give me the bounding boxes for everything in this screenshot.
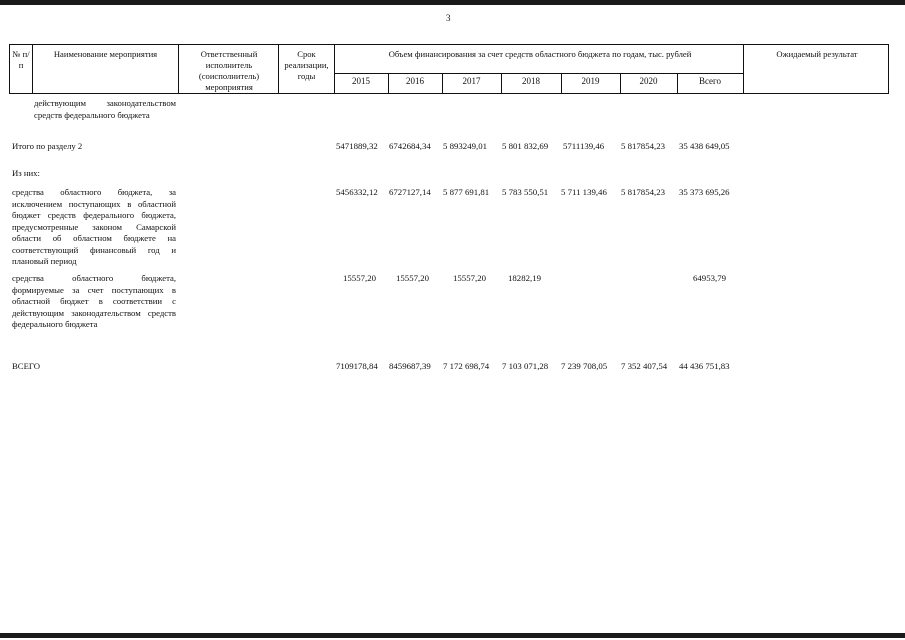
value-cell: 5 877 691,81 xyxy=(443,187,490,197)
row-label-of-which: Из них: xyxy=(12,168,40,178)
value-cell: 35 438 649,05 xyxy=(679,141,730,151)
value-cell: 5 783 550,51 xyxy=(502,187,549,197)
value-cell: 5 801 832,69 xyxy=(502,141,549,151)
value-cell: 6727127,14 xyxy=(389,187,431,197)
row-label-continuation: действующим законодательством средств федерального бюджета xyxy=(34,98,176,120)
value-cell: 5 817854,23 xyxy=(621,141,665,151)
col-divider xyxy=(178,45,179,93)
value-cell: 5456332,12 xyxy=(336,187,378,197)
value-cell: 7 352 407,54 xyxy=(621,361,668,371)
header-responsible: Ответственный исполнитель (соисполнитель) мероприятия xyxy=(198,49,260,92)
value-cell: 7 239 708,05 xyxy=(561,361,608,371)
value-cell: 15557,20 xyxy=(343,273,376,283)
value-cell: 5 893249,01 xyxy=(443,141,487,151)
value-cell: 44 436 751,83 xyxy=(679,361,730,371)
header-year: 2020 xyxy=(639,76,658,86)
col-divider xyxy=(743,45,744,93)
header-total: Всего xyxy=(698,76,722,86)
value-cell: 5471889,32 xyxy=(336,141,378,151)
header-year: 2018 xyxy=(522,76,540,86)
header-year: 2017 xyxy=(462,76,481,86)
row-label-regional-funds: средства областного бюджета, за исключением поступающих в областной бюджет средств федерального бюджета, предусмотренные законом Самарской области об областном бюджете на соответствующий финансовый год и плановый период xyxy=(12,187,176,266)
header-year: 2016 xyxy=(406,76,424,86)
value-cell: 64953,79 xyxy=(693,273,726,283)
value-cell: 5711139,46 xyxy=(563,141,605,151)
col-divider xyxy=(278,45,279,93)
header-num: № п/п xyxy=(12,49,30,70)
value-cell: 5 711 139,46 xyxy=(561,187,607,197)
row-label-grand-total: ВСЕГО xyxy=(12,361,40,371)
value-cell: 35 373 695,26 xyxy=(679,187,730,197)
value-cell: 8459687,39 xyxy=(389,361,431,371)
header-name: Наименование мероприятия xyxy=(53,49,158,59)
header-year: 2015 xyxy=(352,76,370,86)
bottom-border xyxy=(0,633,905,638)
col-divider xyxy=(32,45,33,93)
row-label-federal-funds: средства областного бюджета, формируемые за счет поступающих в областной бюджет в соответствии с действующим законодательством средств федерального бюджета xyxy=(12,273,176,329)
row-label-subtotal: Итого по разделу 2 xyxy=(12,141,83,151)
table-header xyxy=(9,44,889,94)
value-cell: 15557,20 xyxy=(396,273,429,283)
value-cell: 5 817854,23 xyxy=(621,187,665,197)
page-number: 3 xyxy=(446,13,451,23)
value-cell: 15557,20 xyxy=(453,273,486,283)
value-cell: 7109178,84 xyxy=(336,361,378,371)
value-cell: 18282,19 xyxy=(508,273,541,283)
value-cell: 7 103 071,28 xyxy=(502,361,549,371)
value-cell: 7 172 698,74 xyxy=(443,361,490,371)
header-period: Срок реализации, годы xyxy=(284,49,329,81)
header-result: Ожидаемый результат xyxy=(776,49,858,59)
value-cell: 6742684,34 xyxy=(389,141,431,151)
row-divider xyxy=(334,73,743,74)
header-financing: Объем финансирования за счет средств областного бюджета по годам, тыс. рублей xyxy=(388,49,692,59)
top-border xyxy=(0,0,905,5)
header-year: 2019 xyxy=(581,76,600,86)
